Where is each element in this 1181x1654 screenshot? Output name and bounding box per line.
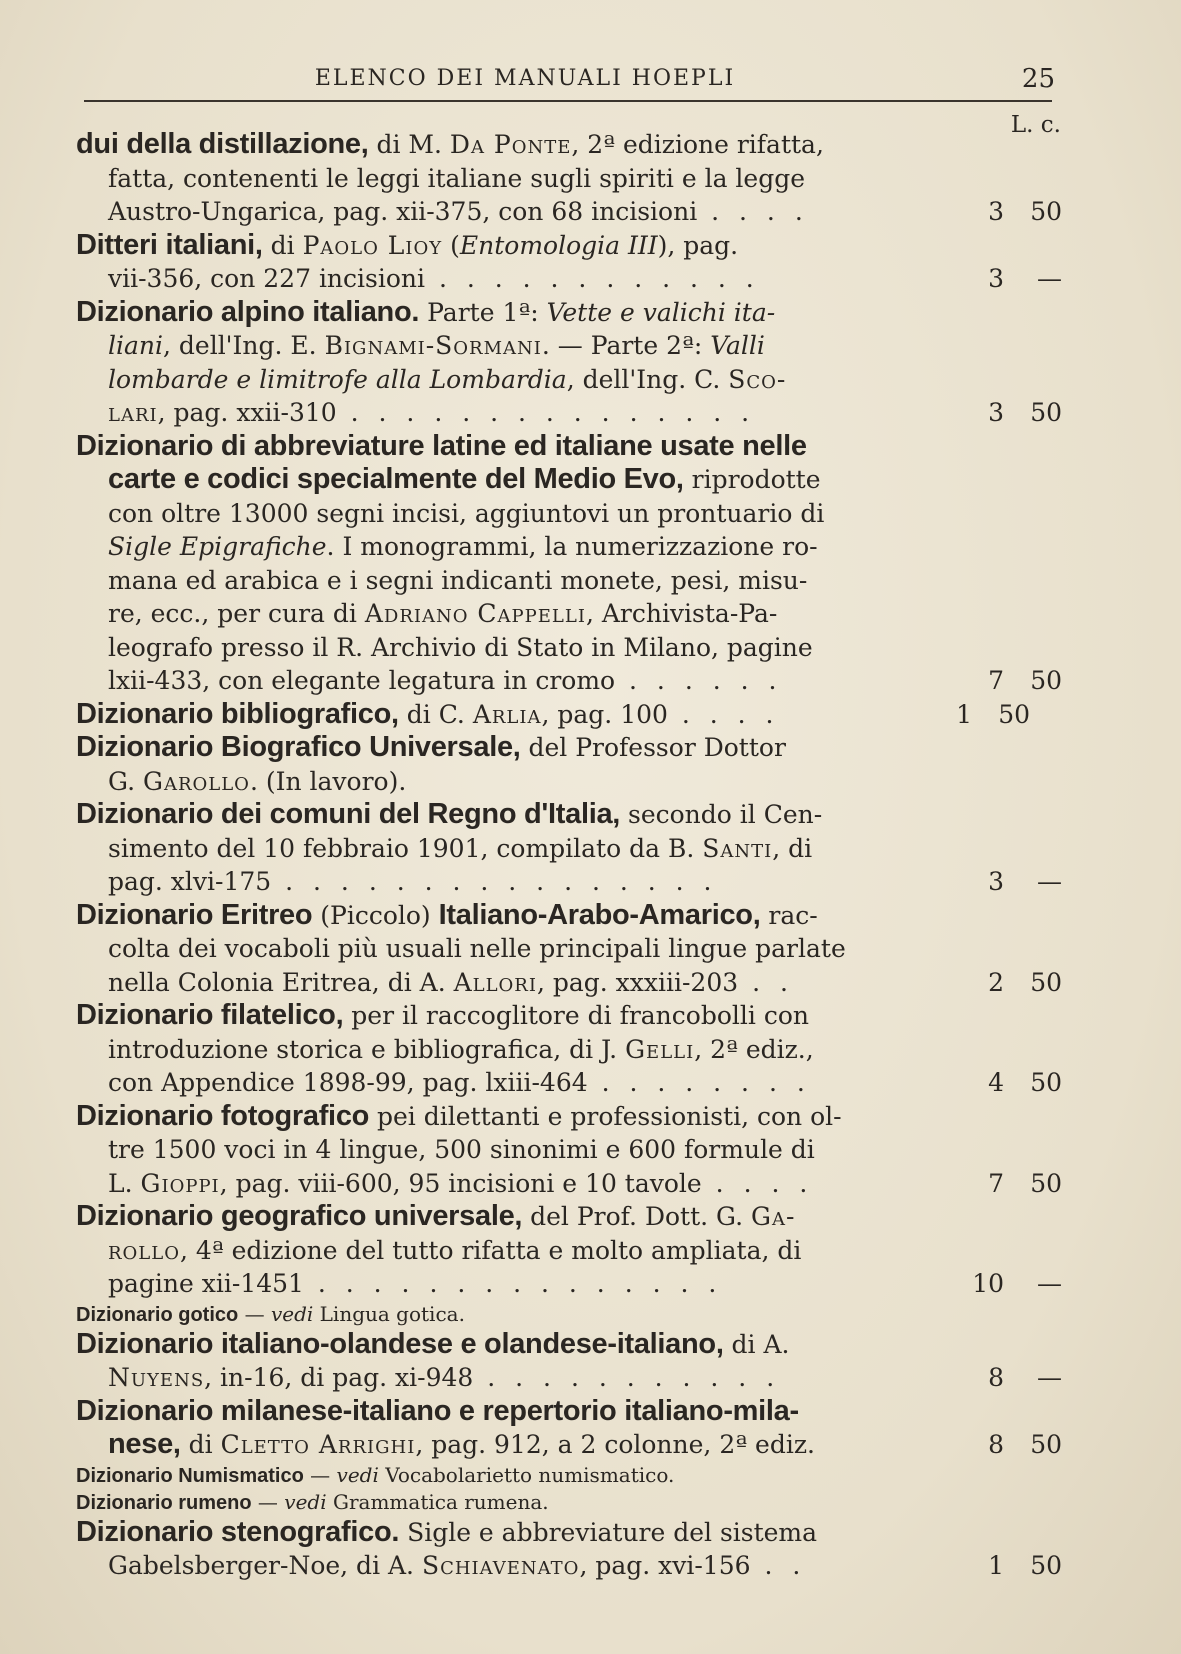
text-run: . . . . . . . . . . . . . . . . [271, 867, 718, 896]
entry-price [968, 1428, 1108, 1462]
entry-price [968, 664, 1108, 698]
text-run: Vocabolarietto numismatico. [378, 1462, 675, 1487]
entry-continuation-line [76, 162, 968, 196]
entry-price [936, 698, 1076, 732]
text-run: Italiano-Arabo-Amarico, [438, 898, 761, 931]
text-run: introduzione storica e bibliografica, di J. [108, 1034, 626, 1064]
text-run: vedi [270, 1301, 314, 1326]
currency-column-label: L. c. [1010, 112, 1061, 138]
text-run: rollo [108, 1235, 180, 1265]
entry-continuation-line [76, 497, 968, 531]
text-run: vedi [336, 1462, 379, 1487]
text-run: vii-356, con 227 incisioni [108, 264, 426, 293]
text-run: . — Parte 2ª: [541, 331, 711, 360]
text-run: Vette e valichi ita- [546, 297, 776, 327]
entry-continuation-line [76, 262, 1062, 296]
text-run: Dizionario stenografico. [76, 1515, 400, 1548]
entry-continuation-line [76, 1033, 968, 1067]
price-lire: 4 [988, 1068, 1004, 1097]
text-run: del Prof. Dott. G. [522, 1202, 751, 1231]
entry-price [968, 262, 1108, 296]
price-lire: 8 [988, 1363, 1004, 1392]
text-run: Dizionario rumeno [76, 1491, 252, 1514]
text-run: . (In lavoro). [249, 766, 407, 796]
text-run: Arlia [472, 699, 542, 729]
entry-continuation-line [76, 329, 968, 363]
text-run: . . . . . . . . . . . . . . . [336, 398, 756, 427]
entry-continuation-line [76, 1066, 1062, 1100]
entry-heading-line [76, 999, 936, 1033]
price-centesimi: 50 [1030, 398, 1062, 427]
text-run: Da Ponte [449, 130, 572, 159]
entry-heading-line [76, 798, 936, 832]
text-run: Sigle e abbreviature del sistema [399, 1517, 818, 1547]
running-header [80, 62, 1055, 102]
text-run: Dizionario gotico [76, 1303, 239, 1326]
catalog-entry [76, 1200, 1076, 1301]
text-run: Sigle Epigrafiche [108, 532, 327, 561]
price-lire: 3 [988, 867, 1004, 896]
entry-heading-line [76, 1395, 936, 1429]
text-run: re, ecc., per cura di [108, 599, 365, 628]
price-centesimi: — [1037, 264, 1062, 293]
catalog-entry [76, 430, 1076, 698]
text-run: tre 1500 voci in 4 lingue, 500 sinonimi e 600 formule di [108, 1135, 815, 1164]
text-run: con Appendice 1898-99, pag. lxiii-464 [108, 1068, 588, 1097]
text-run: Valli [710, 331, 765, 360]
entry-continuation-line [76, 1234, 968, 1268]
price-centesimi: — [1037, 867, 1062, 896]
catalog-entry [76, 1328, 1076, 1395]
price-lire: 3 [988, 398, 1004, 427]
entry-heading-line [76, 1489, 936, 1516]
text-run: , 4ª edizione del tutto rifatta e molto ampliata, di [179, 1235, 802, 1265]
catalog-entry [76, 1395, 1076, 1462]
entry-price [968, 195, 1108, 229]
text-run: Grammatica rumena. [326, 1489, 549, 1514]
text-run: rac- [760, 900, 818, 930]
text-run: di A. [723, 1329, 790, 1359]
text-run: . . [750, 1551, 807, 1580]
price-lire: 3 [988, 197, 1004, 226]
text-run: pei dilettanti e professionisti, con ol- [369, 1101, 842, 1131]
entry-heading-line [76, 1301, 936, 1328]
catalog-entry [76, 698, 1076, 732]
catalog-entry [76, 1489, 1076, 1516]
text-run: . . . . . . . . . . . [473, 1363, 781, 1392]
entry-heading-line [76, 731, 936, 765]
catalog-entry [76, 1100, 1076, 1201]
text-run: ( [442, 230, 460, 260]
text-run: Dizionario filatelico, [76, 999, 344, 1031]
catalog-entry [76, 798, 1076, 899]
running-title: ELENCO DEI MANUALI HOEPLI [314, 66, 736, 91]
text-run: , dell'Ing. E. [163, 331, 325, 360]
text-run: L. [108, 1168, 141, 1198]
entry-continuation-line [76, 1267, 1062, 1301]
text-run: , pag. viii-600, 95 incisioni e 10 tavole [219, 1168, 702, 1198]
text-run: , pag. xxxiii-203 [536, 967, 739, 997]
entry-continuation-line [76, 631, 968, 665]
text-run: (Piccolo) [312, 900, 439, 930]
text-run: . . . . . . . . . . . . . . . [303, 1269, 723, 1298]
text-run: lombarde e limitrofe alla Lombardia [108, 364, 567, 394]
text-run: fatta, contenenti le leggi italiane sugli spiriti e la legge [108, 163, 806, 193]
text-run: Dizionario alpino italiano. [76, 295, 420, 328]
entry-continuation-line [76, 530, 968, 564]
price-lire: 8 [988, 1430, 1004, 1459]
entry-continuation-line [76, 597, 968, 631]
catalog-entry [76, 899, 1076, 1000]
entry-continuation-line [76, 396, 1062, 430]
catalog-entry [76, 1462, 1076, 1489]
text-run: di [262, 230, 303, 260]
text-run: Gelli [625, 1034, 695, 1064]
text-run: , pag. 912, a 2 colonne, 2ª ediz. [415, 1430, 815, 1459]
entry-price [968, 1549, 1108, 1583]
text-run: , pag. xxii-310 [157, 398, 337, 427]
entry-continuation-line [76, 463, 968, 497]
entry-heading-line [76, 296, 936, 330]
price-centesimi: 50 [1030, 967, 1062, 997]
text-run: Bignami-Sormani [324, 331, 542, 360]
text-run: Allori [453, 967, 537, 997]
text-run: . . . . . . . . [587, 1068, 811, 1097]
entry-price [968, 396, 1108, 430]
text-run: pagine xii-1451 [108, 1269, 304, 1298]
text-run: , 2ª ediz., [694, 1034, 814, 1064]
text-run: simento del 10 febbraio 1901, compilato da B. [108, 833, 703, 863]
text-run: Santi [702, 833, 773, 863]
text-run: Dizionario bibliografico, [76, 697, 399, 730]
text-run: Dizionario Numismatico [76, 1464, 304, 1487]
text-run: secondo il Cen- [620, 800, 823, 829]
text-run: Dizionario dei comuni del Regno d'Italia, [76, 798, 621, 830]
price-centesimi: 50 [1030, 1430, 1062, 1459]
entry-heading-line [76, 1100, 936, 1134]
text-run: vedi [284, 1489, 327, 1514]
text-run: Lingua gotica. [313, 1301, 465, 1326]
text-run: Cletto Arrighi [220, 1430, 416, 1459]
text-run: per il raccoglitore di francobolli con [343, 1001, 809, 1030]
entry-heading-line [76, 430, 936, 464]
price-lire: 10 [972, 1269, 1004, 1298]
entry-heading-line [76, 1200, 936, 1234]
entry-heading-line [76, 1328, 936, 1362]
text-run: . I monogrammi, la numerizzazione ro- [326, 532, 818, 561]
entry-continuation-line [76, 865, 1062, 899]
header-rule [84, 100, 1052, 102]
price-lire: 1 [988, 1551, 1004, 1580]
entry-continuation-line [76, 932, 968, 966]
price-centesimi: 50 [1030, 1551, 1062, 1580]
price-centesimi: 50 [1030, 197, 1062, 226]
entry-price [968, 1167, 1108, 1201]
text-run: del Professor Dottor [520, 733, 786, 762]
entry-continuation-line [76, 1549, 1062, 1583]
text-run: Dizionario Biografico Universale, [76, 731, 521, 763]
text-run: , di [772, 833, 813, 863]
text-run: di C. [398, 699, 473, 729]
text-run: di M. [368, 130, 450, 159]
catalog-entries [76, 128, 1076, 1628]
text-run: , in-16, di pag. xi-948 [204, 1363, 474, 1392]
price-centesimi: 50 [1030, 1068, 1062, 1097]
text-run: lxii-433, con elegante legatura in cromo [108, 666, 616, 695]
text-run: Dizionario Eritreo [76, 898, 313, 931]
text-run: riprodotte [683, 465, 821, 494]
text-run: nese, [108, 1428, 181, 1460]
text-run: Dizionario milanese-italiano e repertorio italiano-mila- [76, 1394, 799, 1427]
entry-price [968, 1361, 1108, 1395]
text-run: — [238, 1301, 271, 1326]
entry-heading-line [76, 1462, 936, 1489]
text-run: liani [108, 331, 163, 360]
text-run: Ga- [751, 1202, 796, 1231]
text-run: nella Colonia Eritrea, di A. [108, 967, 454, 997]
catalog-entry [76, 296, 1076, 430]
price-lire: 7 [988, 1168, 1004, 1198]
entry-continuation-line [76, 1133, 968, 1167]
entry-continuation-line [76, 765, 968, 799]
text-run: mana ed arabica e i segni indicanti monete, pesi, misu- [108, 565, 808, 595]
price-lire: 7 [988, 666, 1004, 695]
entry-continuation-line [76, 1167, 1062, 1201]
text-run: con oltre 13000 segni incisi, aggiuntovi un prontuario di [108, 498, 825, 528]
text-run: Parte 1ª: [419, 297, 547, 327]
text-run: Dizionario fotografico [76, 1099, 370, 1132]
entry-price [968, 966, 1108, 1000]
price-lire: 2 [988, 967, 1004, 997]
text-run: G. [108, 766, 143, 796]
text-run: , pag. xvi-156 [579, 1551, 751, 1580]
text-run: Dizionario geografico universale, [76, 1200, 523, 1232]
text-run: carte e codici specialmente del Medio Evo, [108, 463, 684, 495]
text-run: Dizionario italiano-olandese e olandese-italiano, [76, 1327, 724, 1360]
text-run: Austro-Ungarica, pag. xii-375, con 68 incisioni [108, 197, 698, 226]
text-run: , pag. 100 [541, 699, 668, 729]
text-run: . . . . [701, 1168, 814, 1198]
catalog-entry [76, 229, 1076, 296]
text-run: lari [108, 398, 158, 427]
entry-price [968, 865, 1108, 899]
entry-heading-line [76, 697, 1030, 732]
text-run: Sco- [728, 364, 787, 394]
text-run: Gioppi [140, 1168, 220, 1198]
text-run: . . [738, 967, 794, 997]
entry-continuation-line [76, 966, 1062, 1000]
price-centesimi: — [1037, 1269, 1062, 1298]
text-run: — [251, 1489, 285, 1514]
text-run: Nuyens [108, 1363, 205, 1392]
text-run: Entomologia III [459, 230, 658, 260]
entry-heading-line [76, 128, 936, 162]
price-centesimi: 50 [998, 699, 1030, 729]
text-run: , dell'Ing. C. [566, 364, 729, 394]
page-number: 25 [1021, 64, 1055, 94]
price-centesimi: 50 [1030, 666, 1062, 695]
entry-price [968, 1267, 1108, 1301]
text-run: Schiavenato [421, 1551, 580, 1580]
catalog-entry [76, 1516, 1076, 1583]
text-run: Garollo [142, 766, 250, 796]
entry-continuation-line [76, 195, 1062, 229]
text-run: Gabelsberger-Noe, di A. [108, 1551, 422, 1580]
text-run: Dizionario di abbreviature latine ed italiane usate nelle [76, 429, 807, 462]
text-run: di [180, 1430, 221, 1459]
text-run: . . . . [697, 197, 809, 226]
catalog-entry [76, 128, 1076, 229]
entry-continuation-line [76, 564, 968, 598]
text-run: . . . . [667, 699, 780, 729]
price-centesimi: — [1037, 1363, 1062, 1392]
entry-continuation-line [76, 363, 968, 397]
catalog-entry [76, 999, 1076, 1100]
catalog-entry [76, 731, 1076, 798]
text-run: leografo presso il R. Archivio di Stato in Milano, pagine [108, 632, 813, 662]
text-run: — [303, 1462, 337, 1487]
price-centesimi: 50 [1030, 1168, 1062, 1198]
entry-heading-line [76, 229, 936, 263]
entry-heading-line [76, 1516, 936, 1550]
text-run: . . . . . . [615, 666, 783, 695]
text-run: , Archivista-Pa- [585, 599, 778, 628]
text-run: colta dei vocaboli più usuali nelle principali lingue parlate [108, 934, 846, 963]
price-lire: 3 [988, 264, 1004, 293]
entry-continuation-line [76, 1361, 1062, 1395]
text-run: Adriano Cappelli [364, 599, 586, 628]
text-run: Paolo Lioy [302, 230, 443, 260]
entry-price [968, 1066, 1108, 1100]
text-run: , 2ª edizione rifatta, [571, 130, 824, 159]
entry-continuation-line [76, 1428, 1062, 1462]
catalog-entry [76, 1301, 1076, 1328]
text-run: . . . . . . . . . . . . [425, 264, 760, 293]
entry-continuation-line [76, 832, 968, 866]
text-run: ), pag. [657, 230, 739, 260]
text-run: Ditteri italiani, [76, 228, 263, 261]
entry-continuation-line [76, 664, 1062, 698]
text-run: pag. xlvi-175 [108, 867, 272, 896]
text-run: dui della distillazione, [76, 128, 369, 160]
price-lire: 1 [956, 699, 972, 729]
entry-heading-line [76, 899, 936, 933]
